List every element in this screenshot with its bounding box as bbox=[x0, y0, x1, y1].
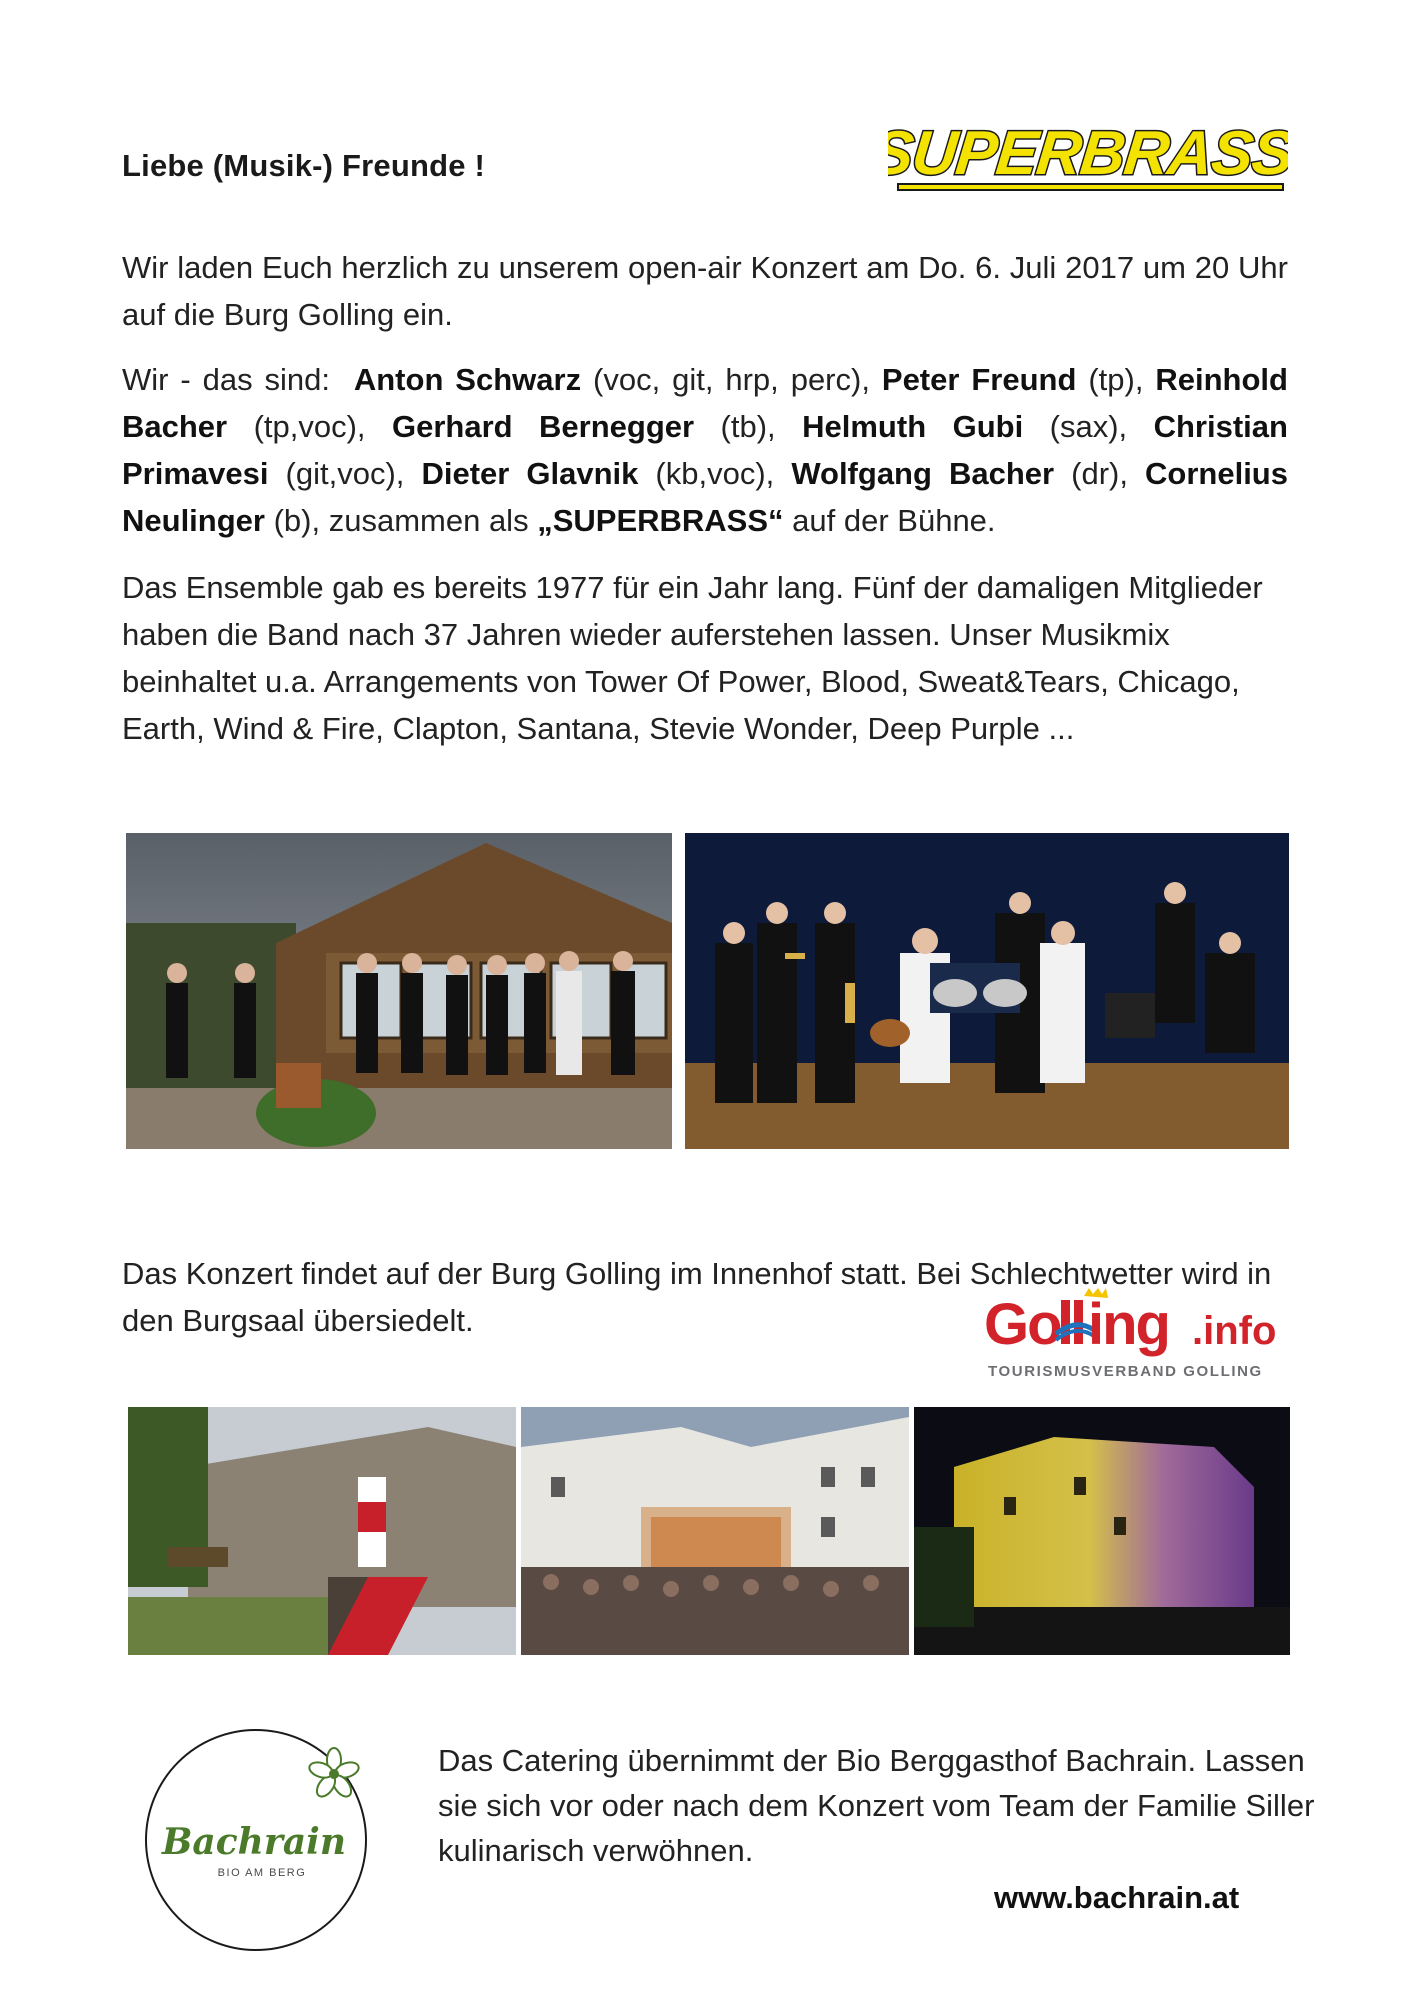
member-name: Wolfgang Bacher bbox=[791, 456, 1055, 491]
superbrass-logo bbox=[888, 100, 1288, 210]
castle-night-photo bbox=[914, 1407, 1290, 1655]
venue-paragraph: Das Konzert findet auf der Burg Golling im Innenhof statt. Bei Schlechtwetter wird in den Burgsaal übersiedelt. bbox=[122, 1256, 1272, 1338]
member-name: Cornelius Neulinger bbox=[122, 456, 1288, 538]
member-role: (sax) bbox=[1049, 409, 1119, 444]
castle-gate-photo bbox=[128, 1407, 516, 1655]
member-role: (voc, git, hrp, perc) bbox=[593, 362, 862, 397]
golling-logo-tagline: TOURISMUSVERBAND GOLLING bbox=[988, 1363, 1263, 1380]
band-name: „SUPERBRASS“ bbox=[537, 503, 784, 538]
member-name: Reinhold Bacher bbox=[122, 362, 1288, 444]
golling-logo-suffix: .info bbox=[1192, 1309, 1277, 1353]
superbrass-logo-text: SUPERBRASS bbox=[888, 119, 1288, 188]
catering-paragraph: Das Catering übernimmt der Bio Berggasthof Bachrain. Lassen sie sich vor oder nach dem Konzert vom Team der Familie Siller kulinarisch verwöhnen. bbox=[438, 1743, 1315, 1868]
band-outdoor-photo bbox=[126, 833, 672, 1149]
member-role: (kb,voc) bbox=[655, 456, 766, 491]
member-role: (tb) bbox=[720, 409, 768, 444]
member-role: (dr) bbox=[1071, 456, 1120, 491]
golling-info-logo bbox=[984, 1288, 1290, 1384]
bachrain-logo bbox=[138, 1722, 376, 1958]
member-role: (b) bbox=[273, 503, 312, 538]
member-name: Peter Freund bbox=[881, 362, 1077, 397]
member-name: Anton Schwarz bbox=[353, 362, 582, 397]
member-role: (tp) bbox=[1088, 362, 1135, 397]
history-paragraph: Das Ensemble gab es bereits 1977 für ein Jahr lang. Fünf der damaligen Mitglieder haben die Band nach 37 Jahren wieder auferstehen lassen. Unser Musikmix beinhaltet u.a. Arrangements von Tower Of Power, Blood, Sweat&Tears, Chicago, Earth, Wind & Fire, Clapton, Santana, Stevie Wonder, Deep Purple ... bbox=[122, 570, 1263, 746]
band-stage-photo bbox=[685, 833, 1289, 1149]
member-name: Christian Primavesi bbox=[122, 409, 1288, 491]
members-lead: Wir - das sind: bbox=[122, 362, 331, 397]
golling-logo-text-b: ing bbox=[1088, 1292, 1169, 1357]
member-name: Dieter Glavnik bbox=[421, 456, 639, 491]
bachrain-logo-name: Bachrain bbox=[162, 1821, 346, 1863]
members-together: zusammen als bbox=[328, 503, 529, 538]
greeting-heading: Liebe (Musik-) Freunde ! bbox=[122, 148, 486, 183]
intro-paragraph: Wir laden Euch herzlich zu unserem open-air Konzert am Do. 6. Juli 2017 um 20 Uhr auf die Burg Golling ein. bbox=[122, 250, 1288, 332]
courtyard-concert-photo bbox=[521, 1407, 909, 1655]
golling-logo-text-a: Go bbox=[984, 1292, 1061, 1357]
members-tail: auf der Bühne. bbox=[792, 503, 996, 538]
bachrain-website-link[interactable]: www.bachrain.at bbox=[994, 1880, 1240, 1915]
members-paragraph: Wir - das sind: Anton Schwarz (voc, git, hrp, perc), Peter Freund (tp), Reinhold Bacher (tp,voc), Gerhard Bernegger (tb), Helmuth Gubi (sax), Christian Primavesi (git,voc), Dieter Glavnik (kb,voc), Wolfgang Bacher (dr), Cornelius Neulinger (b), zusammen als „SUPERBRASS“ auf der Bühne. bbox=[122, 362, 1288, 538]
member-name: Helmuth Gubi bbox=[802, 409, 1024, 444]
member-role: (tp,voc) bbox=[253, 409, 357, 444]
bachrain-logo-tagline: BIO AM BERG bbox=[217, 1867, 307, 1879]
member-role: (git,voc) bbox=[285, 456, 396, 491]
member-name: Gerhard Bernegger bbox=[392, 409, 695, 444]
